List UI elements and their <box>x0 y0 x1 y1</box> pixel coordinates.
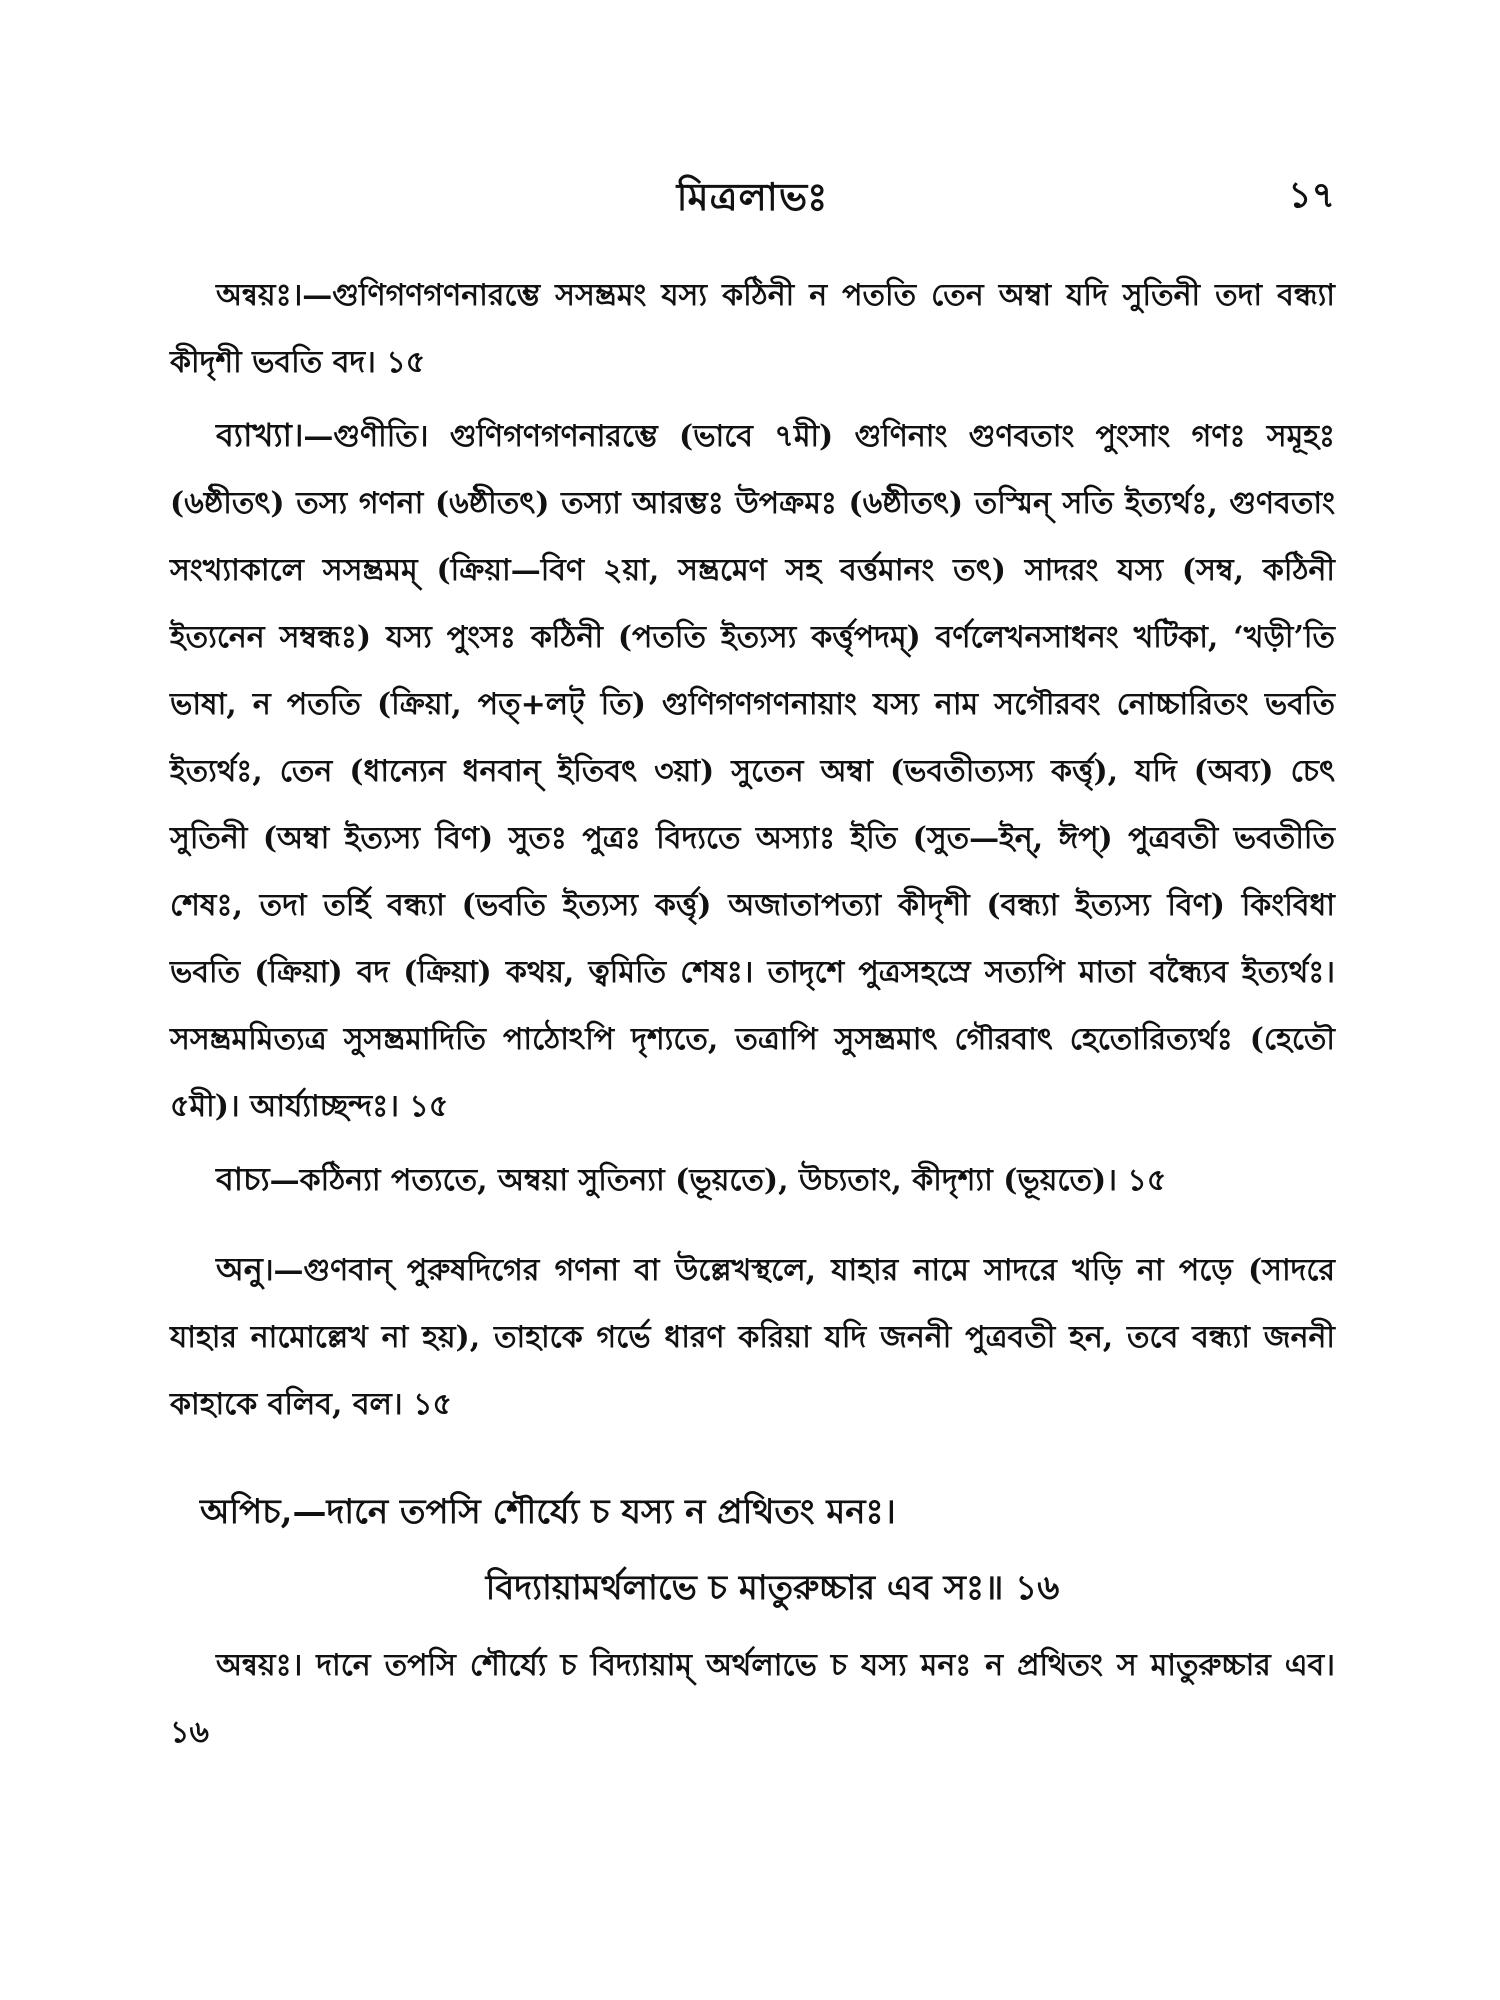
verse-16-line-1: অপিচ,—দানে তপসি শৌর্য্যে চ যস্য ন প্রথিতং মনঃ। <box>200 1492 896 1532</box>
vyakhya-paragraph <box>170 402 1335 1140</box>
anu-paragraph <box>170 1236 1335 1438</box>
anu-heading: অনু <box>216 1250 263 1288</box>
vachya-text: —কঠিন্যা পত্যতে, অম্বয়া সুতিন্যা (ভূয়তে), উচ্যতাং, কীদৃশ্যা (ভূয়তে)। ১৫ <box>269 1163 1167 1198</box>
running-title: মিত্রলাভঃ <box>676 174 829 219</box>
page-header <box>170 168 1335 228</box>
vyakhya-heading: ব্যাখ্যা। <box>216 416 304 454</box>
page-number: ১৭ <box>1288 174 1335 216</box>
page-body <box>170 262 1335 1766</box>
vyakhya-text: —গুণীতি। গুণিগণগণনারম্ভে (ভাবে ৭মী) গুণিনাং গুণবতাং পুংসাং গণঃ সমূহঃ (৬ষ্ঠীতৎ) তস্য গণনা (৬ষ্ঠীতৎ) তস্যা আরম্ভঃ উপক্রমঃ (৬ষ্ঠীতৎ) তস্মিন্ সতি ইত্যর্থঃ, গুণবতাং সংখ্যাকালে সসম্ভ্রমম্ (ক্রিয়া—বিণ ২য়া, সম্ভ্রমেণ সহ বর্ত্তমানং তৎ) সাদরং যস্য (সম্ব, কঠিনী ইত্যনেন সম্বন্ধঃ) যস্য পুংসঃ কঠিনী (পততি ইত্যস্য কর্ত্তৃপদম্) বর্ণলেখনসাধনং খটিকা, ‘খড়ী’তি ভাষা, ন পততি (ক্রিয়া, পত্+লট্ তি) গুণিগণগণনায়াং যস্য নাম সগৌরবং নোচ্চারিতং ভবতি ইত্যর্থঃ, তেন (ধান্যেন ধনবান্ ইতিবৎ ৩য়া) সুতেন অম্বা (ভবতীত্যস্য কর্ত্তৃ), যদি (অব্য) চেৎ সুতিনী (অম্বা ইত্যস্য বিণ) সুতঃ পুত্রঃ বিদ্যতে অস্যাঃ ইতি (সুত—ইন্, ঈপ্) পুত্রবতী ভবতীতি শেষঃ, তদা তর্হি বন্ধ্যা (ভবতি ইত্যস্য কর্ত্তৃ) অজাতাপত্যা কীদৃশী (বন্ধ্যা ইত্যস্য বিণ) কিংবিধা ভবতি (ক্রিয়া) বদ (ক্রিয়া) কথয়, ত্বমিতি শেষঃ। তাদৃশে পুত্রসহস্রে সত্যপি মাতা বন্ধ্যৈব ইত্যর্থঃ। সসম্ভ্রমমিত্যত্র সুসম্ভ্রমাদিতি পাঠোঽপি দৃশ্যতে, তত্রাপি সুসম্ভ্রমাৎ গৌরবাৎ হেতোরিত্যর্থঃ (হেতৌ ৫মী)। আর্য্যাচ্ছন্দঃ। ১৫ <box>170 419 1335 1124</box>
anvaya-paragraph-15: অন্বয়ঃ।—গুণিগণগণনারম্ভে সসম্ভ্রমং যস্য কঠিনী ন পততি তেন অম্বা যদি সুতিনী তদা বন্ধ্যা কীদৃশী ভবতি বদ। ১৫ <box>170 278 1335 380</box>
anvaya-paragraph-16: অন্বয়ঃ। দানে তপসি শৌর্য্যে চ বিদ্যায়াম্ অর্থলাভে চ যস্য মনঃ ন প্রথিতং স মাতুরুচ্চার এব। ১৬ <box>170 1648 1335 1750</box>
vachya-paragraph <box>170 1146 1335 1214</box>
verse-16-line-2: বিদ্যায়ামর্থলাভে চ মাতুরুচ্চার এব সঃ॥ ১৬ <box>485 1568 1060 1608</box>
anu-text: ।—গুণবান্ পুরুষদিগের গণনা বা উল্লেখস্থলে, যাহার নামে সাদরে খড়ি না পড়ে (সাদরে যাহার নামোল্লেখ না হয়), তাহাকে গর্ভে ধারণ করিয়া যদি জননী পুত্রবতী হন, তবে বন্ধ্যা জননী কাহাকে বলিব, বল। ১৫ <box>170 1253 1335 1422</box>
vachya-heading: বাচ্য <box>216 1160 270 1198</box>
